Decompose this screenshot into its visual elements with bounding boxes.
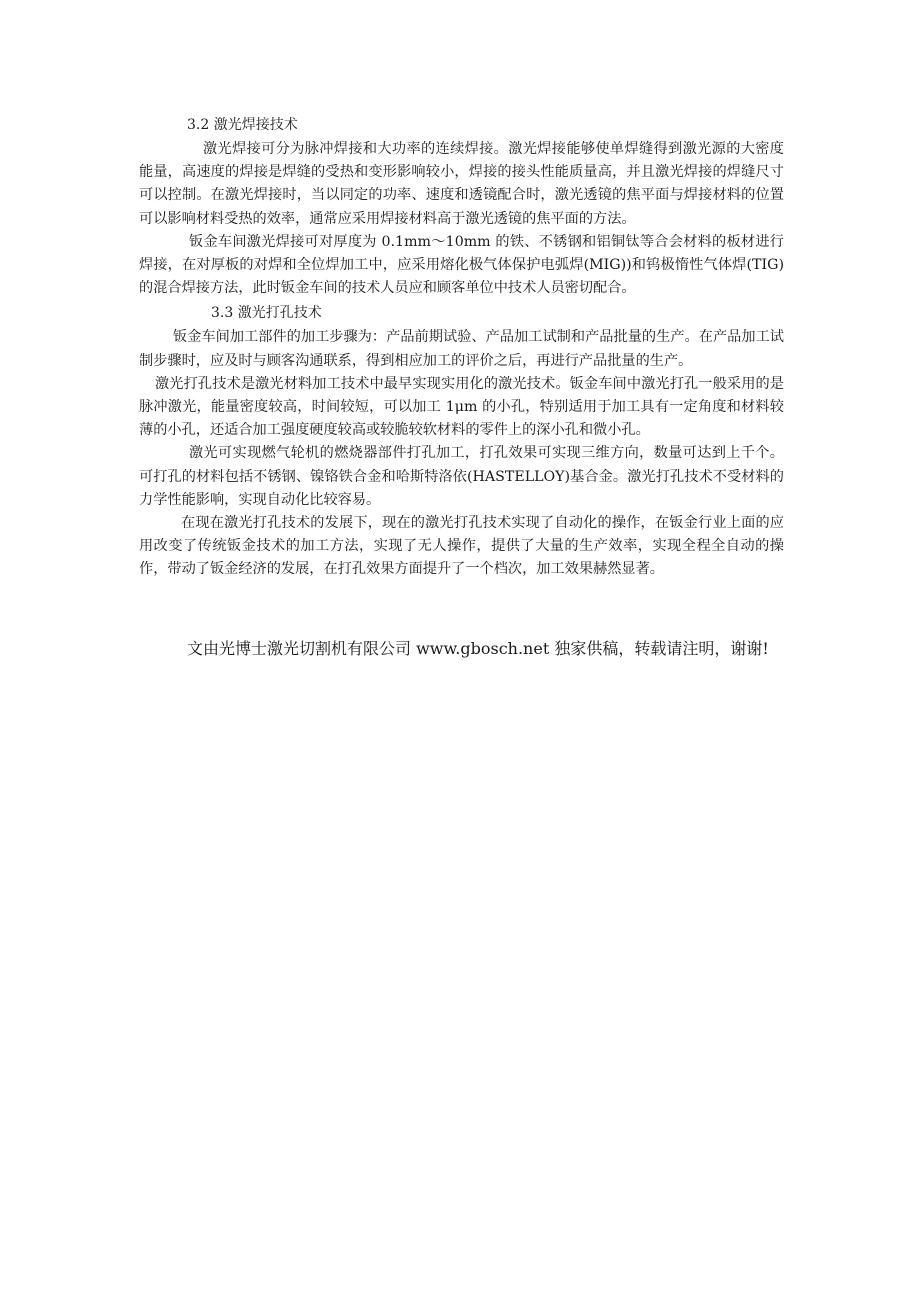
paragraph-processing-steps: 钣金车间加工部件的加工步骤为：产品前期试验、产品加工试制和产品批量的生产。在产品加工试制步骤时，应及时与顾客沟通联系，得到相应加工的评价之后，再进行产品批量的生产。: [139, 329, 784, 369]
paragraph-laser-drilling-turbine: 激光可实现燃气轮机的燃烧器部件打孔加工，打孔效果可实现三维方向，数量可达到上千个。可打孔的材料包括不锈钢、镍铬铁合金和哈斯特洛依(HASTELLOY)基合金。激光打孔技术不受材料的力学性能影响，实现自动化比较容易。: [139, 445, 784, 508]
paragraph-laser-welding-materials: 钣金车间激光焊接可对厚度为 0.1mm～10mm 的铁、不锈钢和铝铜钛等合会材料的板材进行焊接，在对厚板的对焊和全位焊加工中，应采用熔化极气体保护电弧焊(MIG))和钨极惰性气体焊(TIG)的混合焊接方法，此时钣金车间的技术人员应和顾客单位中技术人员密切配合。: [139, 233, 784, 297]
document-page: [139, 112, 784, 677]
paragraph-laser-drilling-intro: 激光打孔技术是激光材料加工技术中最早实现实用化的激光技术。钣金车间中激光打孔一般采用的是脉冲激光，能量密度较高，时间较短，可以加工 1μm 的小孔，特别适用于加工具有一定角度和材料较薄的小孔，还适合加工强度硬度较高或较脆较软材料的零件上的深小孔和微小孔。: [139, 375, 784, 439]
paragraph-laser-drilling-automation: 在现在激光打孔技术的发展下，现在的激光打孔技术实现了自动化的操作，在钣金行业上面的应用改变了传统钣金技术的加工方法，实现了无人操作，提供了大量的生产效率，实现全程全自动的操作，带动了钣金经济的发展，在打孔效果方面提升了一个档次，加工效果赫然显著。: [139, 515, 784, 578]
source-credit: 文由光博士激光切割机有限公司 www.gbosch.net 独家供稿，转载请注明，谢谢!: [187, 638, 769, 658]
paragraph-laser-welding-intro: 激光焊接可分为脉冲焊接和大功率的连续焊接。激光焊接能够使单焊缝得到激光源的大密度能量，高速度的焊接是焊缝的受热和变形影响较小，焊接的接头性能质量高，并且激光焊接的焊缝尺寸可以控制。在激光焊接时，当以同定的功率、速度和透镜配合时，激光透镜的焦平面与焊接材料的位置可以影响材料受热的效率，通常应采用焊接材料高于激光透镜的焦平面的方法。: [139, 141, 784, 227]
section-heading-3-2: 3.2 激光焊接技术: [187, 117, 298, 133]
section-heading-3-3: 3.3 激光打孔技术: [211, 305, 322, 322]
